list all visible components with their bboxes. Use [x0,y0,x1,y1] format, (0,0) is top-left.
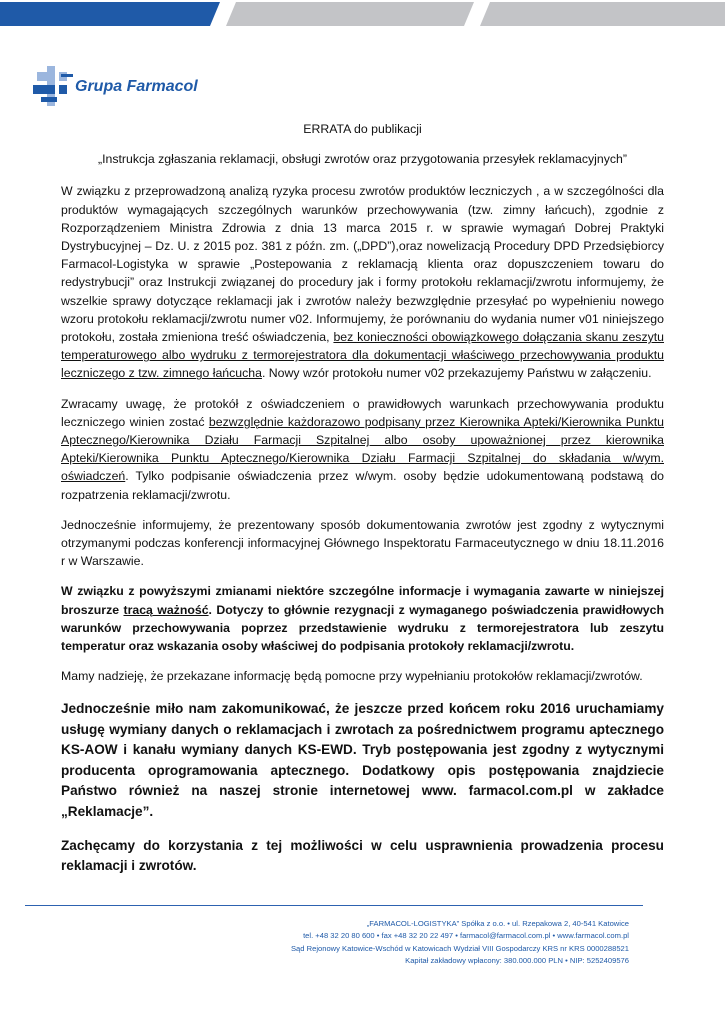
footer-divider [25,905,643,906]
paragraph-4 [61,582,664,655]
brand-name: Grupa Farmacol [75,78,198,95]
paragraph-1-text-end: . Nowy wzór protokołu numer v02 przekazujemy Państwu w załączeniu. [261,366,652,381]
paragraph-2 [61,395,664,504]
farmacol-cross-icon [33,66,77,106]
footer-capital-nip: Kapitał zakładowy wpłacony: 380.000.000 PLN • NIP: 5252409576 [405,956,629,966]
paragraph-6: Jednocześnie miło nam zakomunikować, że jeszcze przed końcem roku 2016 uruchamiamy usługę wymiany danych o reklamacjach i zwrotach za pośrednictwem programu aptecznego KS-AOW i kanału wymiany danych KS-EWD. Tryb postępowania jest zgodny z wytycznymi producenta oprogramowania aptecznego. Dodatkowy opis postępowania znajdziecie Państwo również na naszej stronie internetowej www. farmacol.com.pl w zakładce „Reklamacje”. [61,701,664,819]
document-title: ERRATA do publikacji [303,122,422,136]
header-bar-blue [0,2,220,26]
brand-logo [33,66,203,110]
paragraph-1-underlined: bez konieczności obowiązkowego dołączania skanu zeszytu temperaturowego albo wydruku z termorejestratora dla dokumentacji właściwego przechowywania produktu leczniczego z tzw. zimnego łańcucha [61,330,664,381]
paragraph-3: Jednocześnie informujemy, że prezentowany sposób dokumentowania zwrotów jest zgodny z wytycznymi otrzymanymi podczas konferencji informacyjnej Głównego Inspektoratu Farmaceutycznego w dniu 18.11.2016 r w Warszawie. [61,517,664,569]
document-subtitle: „Instrukcja zgłaszania reklamacji, obsługi zwrotów oraz przygotowania przesyłek reklamacyjnych” [98,152,627,167]
footer [291,918,629,968]
paragraph-7: Zachęcamy do korzystania z tej możliwości w celu usprawnienia prowadzenia procesu reklamacji i zwrotów. [61,837,664,874]
paragraph-1 [61,182,664,382]
paragraph-4-text: W związku z powyższymi zmianami niektóre szczególne informacje i wymagania zawarte w niniejszej broszurze [61,584,664,617]
paragraph-1-text: W związku z przeprowadzoną analizą ryzyka procesu zwrotów produktów leczniczych , a w szczególności dla produktów wymagających szczególnych warunków przechowywania (tzw. zimny łańcuch), zgodnie z Rozporządzeniem Ministra Zdrowia z dnia 13 marca 2015 r. w sprawie wymagań Dobrej Praktyki Dystrybucyjnej – Dz. U. z 2015 poz. 381 z późn. zm. („DPD”),oraz nowelizacją Procedury DPD Przedsiębiorcy Farmacol-Logistyka w sprawie „Postepowania z reklamacją klienta oraz dopuszczeniem towaru do redystrybucji” oraz Instrukcji związanej do procedury jak i formy protokołu reklamacji/zwrotu informujemy, że wszelkie sprawy dotyczące reklamacji jak i zwrotów należy bezwzględnie przesyłać po wypełnieniu nowego wzoru protokołu reklamacji/zwrotu numer v02. Informujemy, że porównaniu do wydania numer v01 niniejszego protokołu, została zmieniona treść oświadczenia, [61,184,664,345]
header-bar-gray-right [480,2,725,26]
header-bar-gray [226,2,474,26]
footer-company-address: „FARMACOL-LOGISTYKA” Spółka z o.o. • ul. Rzepakowa 2, 40-541 Katowice [366,919,629,928]
document-body [61,120,664,877]
paragraph-2-underlined: bezwzględnie każdorazowo podpisany przez Kierownika Apteki/Kierownika Punktu Aptecznego/Kierownika Działu Farmacji Szpitalnej albo osoby upoważnionej przez kierownika Apteki/Kierownika Punktu Aptecznego/Kierownika Działu Farmacji Szpitalnej do składania w/wym. oświadczeń [61,414,664,484]
paragraph-2-text: Zwracamy uwagę, że protokół z oświadczeniem o prawidłowych warunkach przechowywania produktu leczniczego winien zostać [61,396,664,429]
footer-court-registration: Sąd Rejonowy Katowice-Wschód w Katowicach Wydział VIII Gospodarczy KRS nr KRS 0000288521 [290,943,629,953]
paragraph-5: Mamy nadzieję, że przekazane informację będą pomocne przy wypełnianiu protokołów reklamacji/zwrotów. [61,669,643,684]
paragraph-2-text-end: . Tylko podpisanie oświadczenia przez w/wym. osoby będzie udokumentowaną podstawą do rozpatrzenia reklamacji/zwrotu. [61,469,664,502]
paragraph-4-underlined: tracą ważność [123,602,209,617]
paragraph-4-text-end: . Dotyczy to głównie rezygnacji z wymaganego poświadczenia prawidłowych warunków przechowywania poprzez przedstawienie wydruku z termorejestratora lub zeszytu temperatur oraz wskazania osoby właściwej do podpisania protokoły reklamacji/zwrotu. [61,602,664,654]
footer-contact: tel. +48 32 20 80 600 • fax +48 32 20 22 497 • farmacol@farmacol.com.pl • www.farmacol.com.pl [303,931,629,941]
